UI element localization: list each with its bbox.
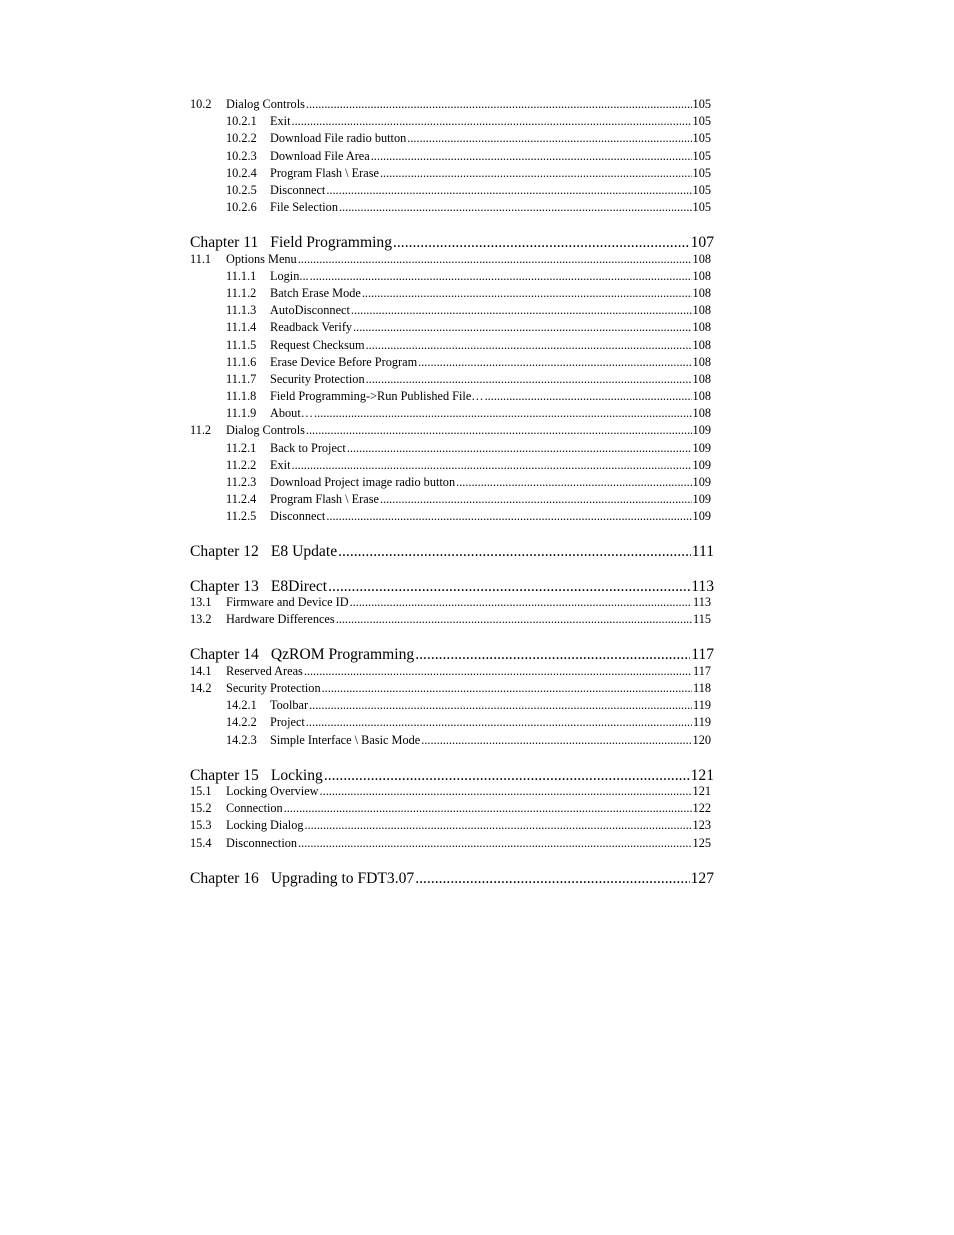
dot-leader <box>292 113 692 130</box>
dot-leader <box>350 594 692 611</box>
toc-entry-number: 10.2.5 <box>226 182 257 197</box>
toc-entry-page: 117 <box>691 646 714 664</box>
toc-entry-page: 107 <box>690 234 714 252</box>
toc-chapter-entry[interactable] <box>190 629 714 663</box>
toc-entry-page: 119 <box>693 698 711 713</box>
dot-leader <box>407 130 691 147</box>
toc-entry[interactable] <box>190 680 711 697</box>
toc-entry-page: 113 <box>691 577 714 595</box>
toc-entry-title: Security Protection <box>226 681 321 696</box>
dot-leader <box>366 337 692 354</box>
toc-entry[interactable] <box>190 440 711 457</box>
toc-entry-number: 10.2.3 <box>226 148 257 163</box>
toc-entry-number: 11.1.1 <box>226 268 257 283</box>
toc-entry-number: 11.1.7 <box>226 371 257 386</box>
toc-entry-page: 113 <box>693 595 711 610</box>
toc-entry-number: 11.2.5 <box>226 509 257 524</box>
toc-entry[interactable] <box>190 405 711 422</box>
toc-entry[interactable] <box>190 491 711 508</box>
toc-entry-page: 108 <box>692 354 711 369</box>
toc-entry-title: Connection <box>226 801 283 816</box>
toc-entry-number: 11.1.5 <box>226 337 257 352</box>
toc-entry-title: AutoDisconnect <box>270 303 350 318</box>
toc-entry-page: 119 <box>693 715 711 730</box>
toc-entry[interactable] <box>190 285 711 302</box>
toc-entry-number: 10.2.6 <box>226 200 257 215</box>
table-of-contents <box>190 96 714 886</box>
toc-entry-page: 111 <box>691 543 714 561</box>
toc-entry-title: Disconnection <box>226 835 298 850</box>
toc-entry-number: 15.4 <box>190 835 212 850</box>
toc-entry-number: 15.3 <box>190 818 212 833</box>
toc-entry-number: Chapter 11 <box>190 234 259 252</box>
toc-entry-title: Disconnect <box>270 182 326 197</box>
toc-entry-number: Chapter 16 <box>190 869 259 887</box>
toc-entry-title: E8Direct <box>270 577 328 595</box>
toc-entry-title: Erase Device Before Program <box>270 354 418 369</box>
toc-entry-number: 10.2.1 <box>226 114 257 129</box>
toc-entry[interactable] <box>190 457 711 474</box>
dot-leader <box>314 405 692 422</box>
toc-entry-page: 108 <box>692 337 711 352</box>
toc-entry-title: Disconnect <box>270 509 326 524</box>
toc-entry-title: Program Flash \ Erase <box>270 165 379 180</box>
toc-entry-title: Security Protection <box>270 371 365 386</box>
toc-entry[interactable] <box>190 113 711 130</box>
dot-leader <box>306 714 692 731</box>
toc-entry-title: QzROM Programming <box>270 646 415 664</box>
toc-entry-page: 109 <box>692 475 711 490</box>
dot-leader <box>306 422 692 439</box>
toc-entry-page: 108 <box>692 303 711 318</box>
toc-entry-page: 121 <box>690 766 714 784</box>
toc-entry-title: Firmware and Device ID <box>226 595 349 610</box>
toc-entry-title: Toolbar <box>270 698 309 713</box>
toc-entry-page: 127 <box>690 869 714 887</box>
toc-entry-title: Download File Area <box>270 148 370 163</box>
toc-entry-title: Project <box>270 715 305 730</box>
toc-entry-number: 11.1.6 <box>226 354 257 369</box>
toc-entry-number: 14.1 <box>190 663 212 678</box>
toc-entry-title: File Selection <box>270 200 338 215</box>
toc-entry-page: 109 <box>692 509 711 524</box>
dot-leader <box>393 235 690 251</box>
toc-entry[interactable] <box>190 817 711 834</box>
toc-entry-number: 15.2 <box>190 801 212 816</box>
toc-entry-page: 105 <box>692 148 711 163</box>
toc-entry-page: 109 <box>692 423 711 438</box>
dot-leader <box>305 817 692 834</box>
dot-leader <box>309 697 692 714</box>
toc-entry-page: 108 <box>692 389 711 404</box>
toc-entry-number: 11.1.3 <box>226 303 257 318</box>
toc-entry[interactable] <box>190 508 711 525</box>
dot-leader <box>353 319 691 336</box>
dot-leader <box>298 835 692 852</box>
toc-entry[interactable] <box>190 354 711 371</box>
dot-leader <box>292 457 692 474</box>
dot-leader <box>320 783 692 800</box>
toc-entry-page: 108 <box>692 406 711 421</box>
toc-entry-title: Dialog Controls <box>226 97 305 111</box>
toc-entry-number: 14.2.3 <box>226 732 257 747</box>
dot-leader <box>324 768 690 784</box>
dot-leader <box>347 440 692 457</box>
dot-leader <box>362 285 692 302</box>
toc-entry-title: Field Programming->Run Published File… <box>270 389 484 404</box>
toc-entry-page: 108 <box>692 320 711 335</box>
dot-leader <box>336 611 692 628</box>
toc-entry-title: Hardware Differences <box>226 612 335 627</box>
toc-chapter-entry[interactable] <box>190 526 714 560</box>
toc-entry-title: Back to Project <box>270 440 346 455</box>
toc-entry-title: E8 Update <box>270 543 338 561</box>
dot-leader <box>371 148 692 165</box>
toc-entry[interactable] <box>190 199 711 216</box>
toc-entry[interactable] <box>190 388 711 405</box>
toc-entry-title: Download Project image radio button <box>270 475 456 490</box>
toc-entry-title: Request Checksum <box>270 337 365 352</box>
toc-entry-number: 15.1 <box>190 784 212 799</box>
dot-leader <box>326 182 691 199</box>
toc-entry-title: Reserved Areas <box>226 663 303 678</box>
toc-entry-page: 120 <box>692 732 711 747</box>
toc-entry-title: Readback Verify <box>270 320 353 335</box>
toc-entry-page: 125 <box>692 835 711 850</box>
dot-leader <box>339 199 692 216</box>
toc-entry-title: Options Menu <box>226 251 297 266</box>
toc-entry-number: 11.2 <box>190 423 212 438</box>
toc-chapter-entry[interactable] <box>190 560 714 594</box>
toc-entry[interactable] <box>190 663 711 680</box>
toc-entry-number: 11.1.9 <box>226 406 257 421</box>
dot-leader <box>322 680 692 697</box>
toc-entry-title: Download File radio button <box>270 131 407 146</box>
dot-leader <box>338 544 691 560</box>
toc-entry-page: 117 <box>693 663 711 678</box>
toc-entry[interactable] <box>190 800 711 817</box>
toc-entry[interactable] <box>190 251 711 268</box>
dot-leader <box>380 491 692 508</box>
toc-entry-number: 11.1.8 <box>226 389 257 404</box>
toc-entry-page: 123 <box>692 818 711 833</box>
toc-entry-number: 10.2.4 <box>226 165 257 180</box>
toc-entry-page: 105 <box>692 97 711 111</box>
toc-entry-title: Simple Interface \ Basic Mode <box>270 732 421 747</box>
toc-entry-page: 118 <box>693 681 711 696</box>
toc-chapter-entry[interactable] <box>190 852 714 886</box>
toc-entry-page: 115 <box>693 612 711 627</box>
toc-entry[interactable] <box>190 697 711 714</box>
toc-entry-number: 14.2 <box>190 681 212 696</box>
toc-entry-page: 109 <box>692 492 711 507</box>
toc-entry-title: Locking Overview <box>226 784 319 799</box>
toc-entry-number: Chapter 15 <box>190 766 259 784</box>
toc-entry-title: Locking Dialog <box>226 818 304 833</box>
toc-entry[interactable] <box>190 319 711 336</box>
toc-entry[interactable] <box>190 835 711 852</box>
dot-leader <box>456 474 691 491</box>
toc-entry-number: 11.2.1 <box>226 440 257 455</box>
toc-entry[interactable] <box>190 337 711 354</box>
dot-leader <box>485 388 692 405</box>
toc-entry[interactable] <box>190 268 711 285</box>
dot-leader <box>284 800 692 817</box>
toc-entry-page: 105 <box>692 182 711 197</box>
dot-leader <box>380 165 692 182</box>
toc-entry-number: 14.2.2 <box>226 715 257 730</box>
dot-leader <box>326 508 691 525</box>
toc-entry-number: 10.2.2 <box>226 131 257 146</box>
toc-entry-page: 121 <box>692 784 711 799</box>
toc-entry-number: 11.1.4 <box>226 320 257 335</box>
toc-entry-page: 108 <box>692 285 711 300</box>
dot-leader <box>415 647 690 663</box>
toc-entry-page: 108 <box>692 371 711 386</box>
toc-entry-number: 10.2 <box>190 97 212 111</box>
toc-entry[interactable] <box>190 130 711 147</box>
toc-entry-number: 11.2.2 <box>226 457 257 472</box>
toc-entry-title: Dialog Controls <box>226 423 305 438</box>
toc-entry[interactable] <box>190 96 711 113</box>
toc-entry-page: 108 <box>692 268 711 283</box>
toc-chapter-entry[interactable] <box>190 216 714 250</box>
toc-entry-title: Program Flash \ Erase <box>270 492 379 507</box>
toc-entry[interactable] <box>190 148 711 165</box>
toc-entry-number: Chapter 12 <box>190 543 259 561</box>
toc-entry-number: 11.2.3 <box>226 475 257 490</box>
toc-entry-page: 105 <box>692 165 711 180</box>
toc-entry-page: 105 <box>692 114 711 129</box>
toc-entry-number: Chapter 13 <box>190 577 259 595</box>
toc-entry-title: Batch Erase Mode <box>270 285 361 300</box>
toc-entry[interactable] <box>190 714 711 731</box>
toc-entry-title: Exit <box>270 457 291 472</box>
toc-entry-title: Field Programming <box>270 234 392 252</box>
toc-entry-number: 11.1 <box>190 251 212 266</box>
toc-entry-title: Locking <box>270 766 323 784</box>
toc-entry-number: Chapter 14 <box>190 646 259 664</box>
toc-entry-title: About… <box>270 406 314 421</box>
toc-entry-page: 109 <box>692 440 711 455</box>
toc-entry-number: 13.1 <box>190 595 212 610</box>
toc-entry[interactable] <box>190 165 711 182</box>
toc-entry[interactable] <box>190 302 711 319</box>
toc-entry-title: Upgrading to FDT3.07 <box>270 869 415 887</box>
toc-entry[interactable] <box>190 474 711 491</box>
toc-entry[interactable] <box>190 422 711 439</box>
dot-leader <box>351 302 692 319</box>
toc-entry[interactable] <box>190 611 711 628</box>
toc-entry-title: Login... <box>270 268 309 283</box>
toc-entry[interactable] <box>190 371 711 388</box>
dot-leader <box>298 251 692 268</box>
dot-leader <box>366 371 692 388</box>
dot-leader <box>306 96 692 113</box>
dot-leader <box>310 268 692 285</box>
dot-leader <box>328 579 690 595</box>
dot-leader <box>304 663 692 680</box>
toc-entry[interactable] <box>190 594 711 611</box>
toc-entry-page: 122 <box>692 801 711 816</box>
toc-chapter-entry[interactable] <box>190 749 714 783</box>
toc-entry-page: 105 <box>692 131 711 146</box>
toc-entry-page: 105 <box>692 200 711 215</box>
dot-leader <box>415 871 689 887</box>
toc-entry-number: 13.2 <box>190 612 212 627</box>
toc-entry[interactable] <box>190 732 711 749</box>
dot-leader <box>421 732 691 749</box>
dot-leader <box>418 354 691 371</box>
toc-entry-number: 11.2.4 <box>226 492 257 507</box>
toc-entry-page: 108 <box>692 251 711 266</box>
toc-entry-number: 11.1.2 <box>226 285 257 300</box>
toc-entry[interactable] <box>190 182 711 199</box>
toc-entry-title: Exit <box>270 114 291 129</box>
toc-entry-page: 109 <box>692 457 711 472</box>
toc-entry[interactable] <box>190 783 711 800</box>
toc-entry-number: 14.2.1 <box>226 698 257 713</box>
